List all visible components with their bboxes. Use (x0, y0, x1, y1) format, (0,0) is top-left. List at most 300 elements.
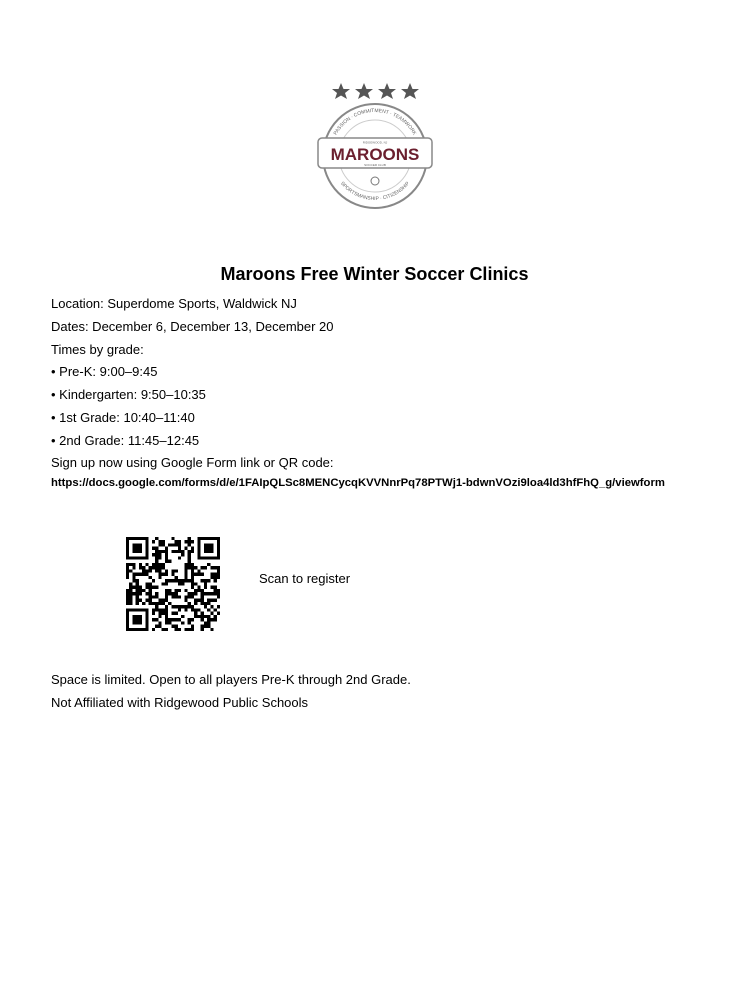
qr-module (214, 592, 217, 595)
qr-module (132, 628, 135, 631)
qr-module (155, 566, 158, 569)
qr-module (194, 602, 197, 605)
qr-module (197, 550, 200, 553)
qr-module (155, 547, 158, 550)
qr-module (171, 569, 174, 572)
qr-module (136, 595, 139, 598)
qr-module (152, 612, 155, 615)
qr-module (210, 628, 213, 631)
qr-module (136, 602, 139, 605)
qr-module (204, 592, 207, 595)
qr-module (136, 579, 139, 582)
qr-module (126, 563, 129, 566)
qr-module (132, 547, 135, 550)
qr-module (181, 579, 184, 582)
qr-module (217, 547, 220, 550)
svg-text:SPORTSMANSHIP · CITIZENSHIP (339, 180, 412, 202)
qr-module (155, 560, 158, 563)
qr-module (152, 563, 155, 566)
qr-module (145, 553, 148, 556)
qr-module (132, 618, 135, 621)
qr-module (197, 589, 200, 592)
qr-module (158, 615, 161, 618)
qr-module (197, 540, 200, 543)
qr-module (204, 579, 207, 582)
qr-module (142, 573, 145, 576)
qr-module (162, 563, 165, 566)
qr-module (188, 579, 191, 582)
signup-text: Sign up now using Google Form link or QR code: (51, 455, 334, 470)
qr-module (201, 592, 204, 595)
qr-module (191, 573, 194, 576)
qr-module (175, 592, 178, 595)
qr-module (204, 602, 207, 605)
qr-module (162, 573, 165, 576)
qr-module (126, 589, 129, 592)
qr-module (139, 537, 142, 540)
qr-module (149, 589, 152, 592)
qr-module (210, 566, 213, 569)
qr-module (162, 608, 165, 611)
qr-module (217, 556, 220, 559)
qr-module (162, 599, 165, 602)
qr-module (132, 621, 135, 624)
qr-module (175, 605, 178, 608)
qr-module (168, 560, 171, 563)
qr-module (162, 543, 165, 546)
qr-module (188, 550, 191, 553)
qr-module (178, 540, 181, 543)
qr-module (165, 595, 168, 598)
qr-module (145, 625, 148, 628)
qr-module (165, 599, 168, 602)
qr-module (204, 586, 207, 589)
qr-module (194, 599, 197, 602)
qr-module (201, 625, 204, 628)
qr-module (139, 628, 142, 631)
qr-module (129, 608, 132, 611)
qr-module (201, 628, 204, 631)
qr-module (204, 615, 207, 618)
qr-module (191, 608, 194, 611)
qr-module (129, 628, 132, 631)
maroons-logo (310, 78, 440, 210)
qr-module (194, 612, 197, 615)
qr-module (184, 566, 187, 569)
qr-module (149, 566, 152, 569)
qr-module (197, 615, 200, 618)
qr-module (165, 573, 168, 576)
qr-module (139, 618, 142, 621)
qr-module (145, 615, 148, 618)
qr-module (136, 573, 139, 576)
qr-module (201, 537, 204, 540)
qr-module (165, 615, 168, 618)
qr-module (162, 612, 165, 615)
qr-module (175, 576, 178, 579)
qr-module (191, 579, 194, 582)
qr-module (210, 537, 213, 540)
qr-module (204, 621, 207, 624)
qr-module (165, 547, 168, 550)
qr-module (217, 612, 220, 615)
qr-module (132, 615, 135, 618)
qr-module (204, 547, 207, 550)
qr-module (184, 628, 187, 631)
qr-module (139, 589, 142, 592)
qr-module (136, 621, 139, 624)
qr-module (132, 579, 135, 582)
qr-module (178, 556, 181, 559)
qr-module (145, 540, 148, 543)
qr-module (217, 592, 220, 595)
qr-module (139, 586, 142, 589)
qr-module (145, 599, 148, 602)
qr-module (145, 628, 148, 631)
logo-bottom-arc: SPORTSMANSHIP · CITIZENSHIP (338, 180, 412, 203)
qr-module (126, 615, 129, 618)
qr-module (217, 576, 220, 579)
qr-module (136, 592, 139, 595)
qr-module (207, 621, 210, 624)
qr-module (210, 612, 213, 615)
qr-module (188, 537, 191, 540)
qr-module (155, 556, 158, 559)
qr-module (142, 589, 145, 592)
logo-location: RIDGEWOOD, NJ (362, 140, 388, 145)
qr-module (181, 553, 184, 556)
qr-module (191, 605, 194, 608)
qr-module (181, 582, 184, 585)
qr-module (145, 537, 148, 540)
qr-module (155, 595, 158, 598)
qr-module (188, 556, 191, 559)
qr-module (194, 573, 197, 576)
qr-module (197, 556, 200, 559)
qr-module (168, 592, 171, 595)
qr-module (214, 618, 217, 621)
qr-module (155, 569, 158, 572)
qr-module (158, 550, 161, 553)
qr-module (126, 576, 129, 579)
qr-module (152, 595, 155, 598)
qr-module (132, 550, 135, 553)
qr-module (155, 605, 158, 608)
qr-module (149, 599, 152, 602)
qr-module (188, 595, 191, 598)
qr-module (184, 563, 187, 566)
qr-module (214, 556, 217, 559)
qr-module (178, 605, 181, 608)
qr-module (162, 550, 165, 553)
qr-module (178, 589, 181, 592)
space-limited-text: Space is limited. Open to all players Pre-K through 2nd Grade. (51, 672, 411, 687)
qr-module (162, 540, 165, 543)
qr-module (149, 582, 152, 585)
qr-module (165, 608, 168, 611)
qr-module (204, 566, 207, 569)
qr-module (129, 589, 132, 592)
qr-module (152, 628, 155, 631)
qr-module (165, 569, 168, 572)
qr-module (132, 543, 135, 546)
qr-module (136, 556, 139, 559)
qr-module (126, 573, 129, 576)
qr-module (149, 576, 152, 579)
qr-module (165, 612, 168, 615)
qr-module (217, 540, 220, 543)
qr-module (175, 543, 178, 546)
qr-module (129, 556, 132, 559)
qr-module (132, 573, 135, 576)
qr-module (155, 586, 158, 589)
qr-module (158, 621, 161, 624)
page-title: Maroons Free Winter Soccer Clinics (220, 264, 529, 284)
qr-module (155, 537, 158, 540)
qr-module (139, 615, 142, 618)
qr-module (158, 602, 161, 605)
qr-module (175, 540, 178, 543)
qr-module (139, 550, 142, 553)
qr-module (201, 573, 204, 576)
qr-module (158, 563, 161, 566)
qr-module (126, 553, 129, 556)
qr-module (165, 556, 168, 559)
qr-module (145, 547, 148, 550)
qr-module (145, 592, 148, 595)
qr-module (201, 556, 204, 559)
qr-module (181, 605, 184, 608)
qr-module (142, 569, 145, 572)
qr-module (175, 612, 178, 615)
qr-module (126, 566, 129, 569)
qr-module (184, 595, 187, 598)
qr-module (126, 595, 129, 598)
qr-module (152, 608, 155, 611)
qr-module (132, 563, 135, 566)
qr-module (178, 579, 181, 582)
qr-module (145, 582, 148, 585)
qr-module (158, 566, 161, 569)
qr-module (158, 625, 161, 628)
qr-module (168, 579, 171, 582)
qr-module (204, 605, 207, 608)
qr-module (197, 599, 200, 602)
qr-module (165, 605, 168, 608)
qr-module (171, 592, 174, 595)
qr-module (152, 553, 155, 556)
qr-module (158, 573, 161, 576)
qr-module (214, 608, 217, 611)
qr-module (204, 556, 207, 559)
qr-module (171, 573, 174, 576)
qr-module (191, 586, 194, 589)
qr-module (136, 599, 139, 602)
qr-module (155, 625, 158, 628)
qr-module (178, 547, 181, 550)
logo-name: MAROONS (330, 145, 420, 164)
time-prek: • Pre-K: 9:00–9:45 (51, 364, 158, 379)
qr-module (171, 550, 174, 553)
qr-module (165, 550, 168, 553)
qr-module (152, 540, 155, 543)
qr-module (129, 569, 132, 572)
qr-module (181, 615, 184, 618)
qr-module (194, 608, 197, 611)
qr-module (158, 556, 161, 559)
qr-module (139, 573, 142, 576)
qr-module (129, 592, 132, 595)
qr-module (207, 543, 210, 546)
qr-module (145, 573, 148, 576)
qr-module (171, 579, 174, 582)
qr-module (178, 582, 181, 585)
qr-module (155, 592, 158, 595)
qr-module (145, 618, 148, 621)
qr-module (207, 556, 210, 559)
qr-module (126, 540, 129, 543)
qr-module (204, 550, 207, 553)
qr-module (201, 595, 204, 598)
qr-module (207, 592, 210, 595)
qr-module (204, 543, 207, 546)
qr-module (197, 547, 200, 550)
qr-module (204, 537, 207, 540)
qr-module (184, 569, 187, 572)
qr-module (142, 537, 145, 540)
qr-module (204, 582, 207, 585)
qr-module (188, 628, 191, 631)
qr-module (145, 556, 148, 559)
qr-module (178, 608, 181, 611)
qr-module (197, 537, 200, 540)
qr-module (210, 573, 213, 576)
qr-module (149, 569, 152, 572)
qr-module (145, 543, 148, 546)
qr-module (191, 540, 194, 543)
qr-module (204, 625, 207, 628)
qr-module (139, 563, 142, 566)
qr-module (210, 599, 213, 602)
qr-module (136, 543, 139, 546)
qr-module (207, 537, 210, 540)
time-1st-grade: • 1st Grade: 10:40–11:40 (51, 410, 195, 425)
qr-module (175, 589, 178, 592)
qr-module (126, 625, 129, 628)
qr-module (139, 543, 142, 546)
qr-module (191, 563, 194, 566)
qr-module (207, 579, 210, 582)
qr-caption: Scan to register (259, 571, 351, 586)
qr-module (136, 547, 139, 550)
qr-module (162, 566, 165, 569)
qr-module (158, 612, 161, 615)
qr-module (165, 582, 168, 585)
qr-module (207, 625, 210, 628)
qr-module (136, 618, 139, 621)
stars-icon (332, 83, 419, 99)
qr-module (191, 550, 194, 553)
qr-module (201, 615, 204, 618)
qr-module (158, 540, 161, 543)
times-header: Times by grade: (51, 342, 144, 357)
qr-module (139, 566, 142, 569)
qr-module (217, 550, 220, 553)
qr-module (214, 579, 217, 582)
qr-module (126, 569, 129, 572)
time-kindergarten: • Kindergarten: 9:50–10:35 (51, 387, 206, 402)
qr-module (197, 569, 200, 572)
qr-module (152, 579, 155, 582)
qr-module (181, 621, 184, 624)
qr-module (165, 628, 168, 631)
qr-module (217, 569, 220, 572)
qr-module (207, 599, 210, 602)
qr-module (126, 543, 129, 546)
signup-link[interactable]: https://docs.google.com/forms/d/e/1FAIpQLSc8MENCycqKVVNnrPq78PTWj1-bdwnVOzi9loa4ld3hfFhQ_g/viewform (51, 477, 665, 489)
qr-module (191, 569, 194, 572)
qr-module (194, 566, 197, 569)
qr-module (191, 625, 194, 628)
qr-module (210, 605, 213, 608)
qr-module (126, 537, 129, 540)
qr-module (126, 556, 129, 559)
qr-module (132, 566, 135, 569)
qr-module (168, 589, 171, 592)
qr-module (210, 576, 213, 579)
qr-module (129, 586, 132, 589)
qr-module (188, 560, 191, 563)
qr-module (188, 563, 191, 566)
qr-module (175, 618, 178, 621)
qr-module (191, 576, 194, 579)
qr-module (168, 621, 171, 624)
qr-module (136, 586, 139, 589)
qr-module (126, 547, 129, 550)
qr-module (126, 618, 129, 621)
logo-subtitle: SOCCER CLUB (364, 163, 386, 167)
qr-module (194, 615, 197, 618)
qr-module (129, 602, 132, 605)
qr-module (217, 537, 220, 540)
qr-module (149, 595, 152, 598)
qr-module (139, 556, 142, 559)
qr-module (201, 602, 204, 605)
qr-module (197, 553, 200, 556)
qr-module (178, 550, 181, 553)
qr-module (171, 612, 174, 615)
qr-module (217, 566, 220, 569)
qr-module (171, 605, 174, 608)
qr-module (158, 599, 161, 602)
dates-text: Dates: December 6, December 13, December 20 (51, 319, 334, 334)
qr-module (194, 592, 197, 595)
logo-top-arc: PASSION · COMMITMENT · TEAMWORK (332, 107, 418, 137)
qr-module (158, 553, 161, 556)
qr-module (178, 618, 181, 621)
qr-module (129, 582, 132, 585)
qr-module (175, 625, 178, 628)
qr-module (142, 556, 145, 559)
qr-module (145, 621, 148, 624)
qr-module (184, 540, 187, 543)
qr-module (129, 537, 132, 540)
qr-module (152, 566, 155, 569)
qr-module (197, 586, 200, 589)
qr-module (152, 618, 155, 621)
qr-module (171, 618, 174, 621)
qr-module (152, 547, 155, 550)
